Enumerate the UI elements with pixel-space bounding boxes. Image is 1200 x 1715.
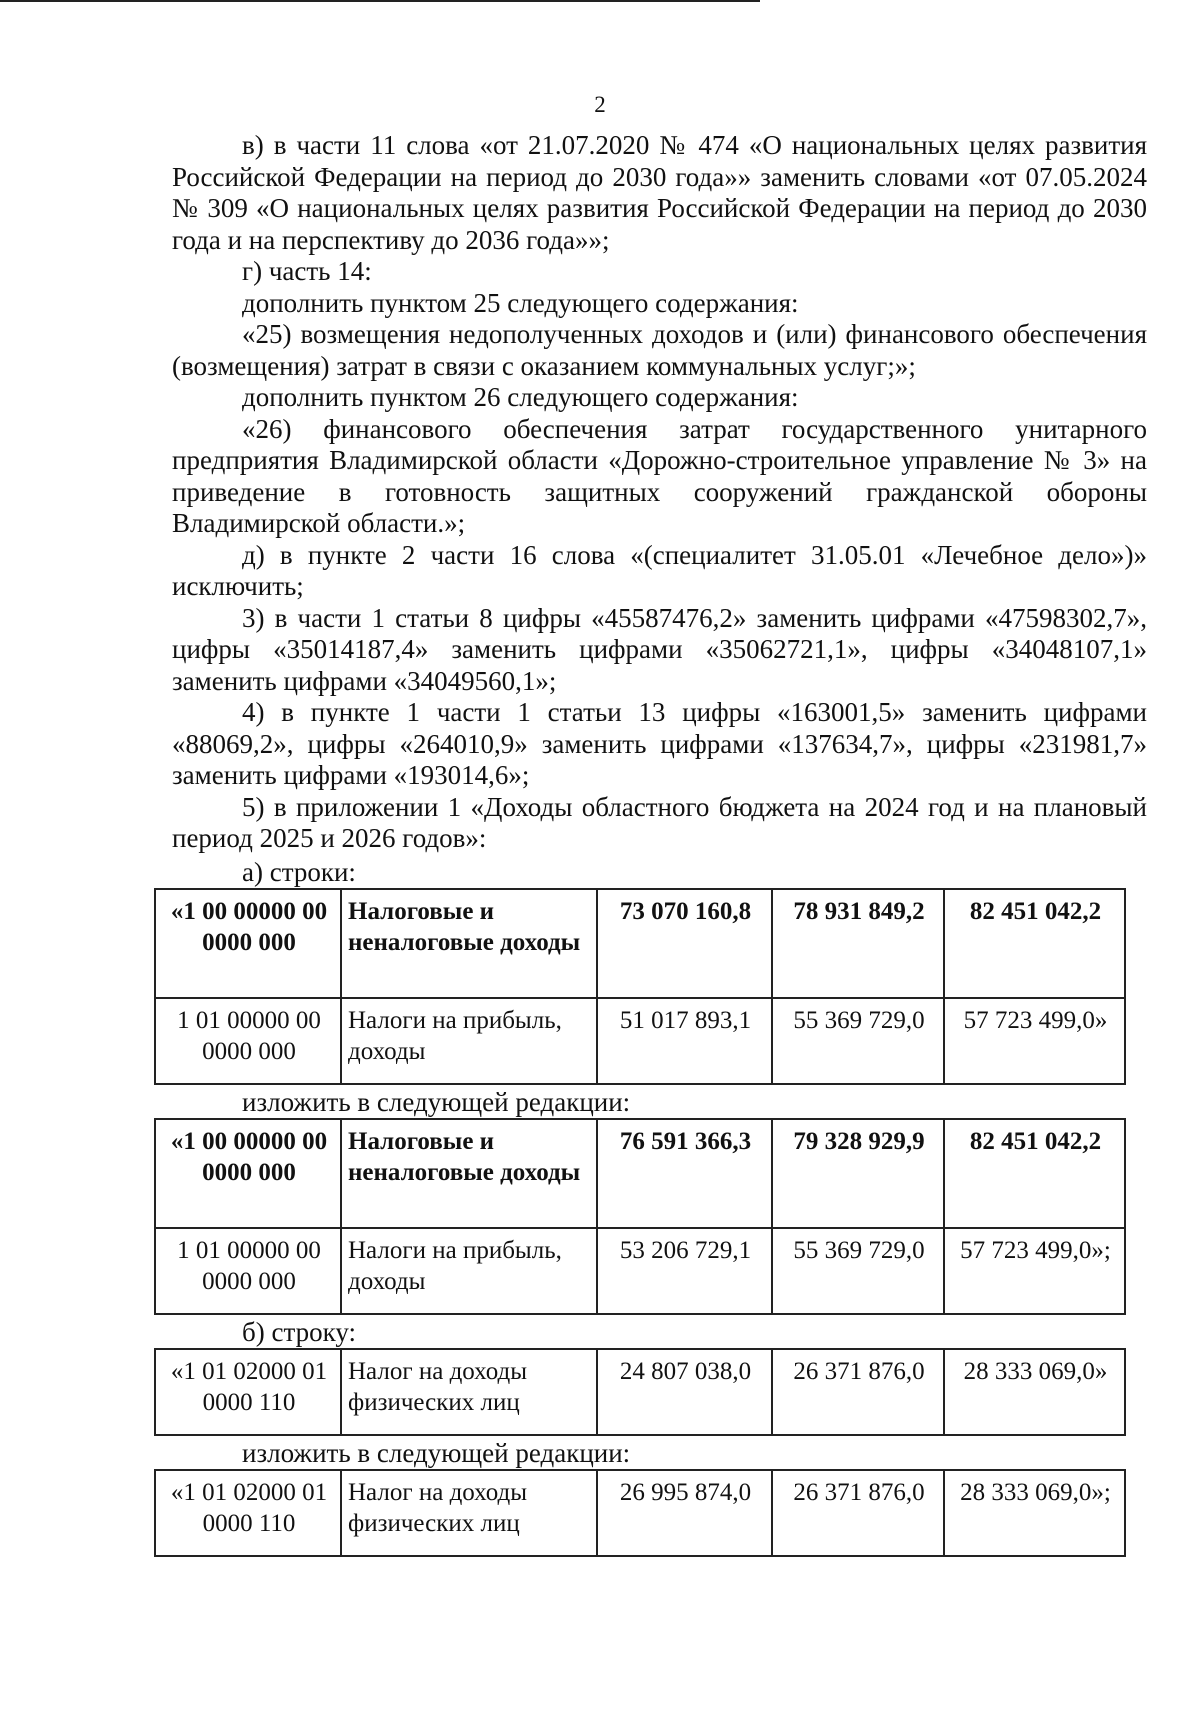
value-2024-cell: 24 807 038,0 [597, 1349, 772, 1435]
table-original-rows [154, 888, 1126, 1085]
income-code-cell: «1 01 02000 01 0000 110 [155, 1470, 341, 1556]
value-2025-cell: 55 369 729,0 [772, 998, 944, 1084]
value-2026-cell: 28 333 069,0»; [944, 1470, 1125, 1556]
income-name-cell: Налоговые и неналоговые доходы [341, 889, 597, 998]
label-a-rows: а) строки: [242, 856, 356, 887]
income-name-cell: Налог на доходы физических лиц [341, 1470, 597, 1556]
paragraph-25: «25) возмещения недополученных доходов и (или) финансового обеспечения (возмещения) затрат в связи с оказанием коммунальных услуг;»; [172, 319, 1147, 381]
value-2025-cell: 78 931 849,2 [772, 889, 944, 998]
value-2026-cell: 82 451 042,2 [944, 1119, 1125, 1228]
income-code-cell: 1 01 00000 00 0000 000 [155, 1228, 341, 1314]
paragraph-v: в) в части 11 слова «от 21.07.2020 № 474 «О национальных целях развития Российской Федерации на период до 2030 года»» заменить словами «от 07.05.2024 № 309 «О национальных целях развития Российской Федерации на период до 2030 года и на перспективу до 2036 года»»; [172, 130, 1147, 255]
table-row [155, 1349, 1125, 1435]
value-2024-cell: 26 995 874,0 [597, 1470, 772, 1556]
page-top-rule [0, 0, 760, 2]
table-row [155, 1228, 1125, 1314]
value-2025-cell: 79 328 929,9 [772, 1119, 944, 1228]
table-replacement-row-b [154, 1469, 1126, 1557]
value-2026-cell: 82 451 042,2 [944, 889, 1125, 998]
table-row [155, 998, 1125, 1084]
income-name-cell: Налоговые и неналоговые доходы [341, 1119, 597, 1228]
income-name-cell: Налоги на прибыль, доходы [341, 1228, 597, 1314]
value-2026-cell: 57 723 499,0» [944, 998, 1125, 1084]
income-name-cell: Налоги на прибыль, доходы [341, 998, 597, 1084]
paragraph-add-25: дополнить пунктом 25 следующего содержания: [242, 287, 799, 318]
income-code-cell: «1 00 00000 00 0000 000 [155, 1119, 341, 1228]
document-body [172, 130, 1147, 1557]
value-2024-cell: 76 591 366,3 [597, 1119, 772, 1228]
table-row [155, 889, 1125, 998]
paragraph-4: 4) в пункте 1 части 1 статьи 13 цифры «163001,5» заменить цифрами «88069,2», цифры «264010,9» заменить цифрами «137634,7», цифры «231981,7» заменить цифрами «193014,6»; [172, 697, 1147, 790]
value-2025-cell: 26 371 876,0 [772, 1470, 944, 1556]
paragraph-5: 5) в приложении 1 «Доходы областного бюджета на 2024 год и на плановый период 2025 и 2026 годов»: [172, 791, 1147, 853]
income-code-cell: «1 01 02000 01 0000 110 [155, 1349, 341, 1435]
value-2026-cell: 28 333 069,0» [944, 1349, 1125, 1435]
value-2025-cell: 55 369 729,0 [772, 1228, 944, 1314]
paragraph-d: д) в пункте 2 части 16 слова «(специалитет 31.05.01 «Лечебное дело»)» исключить; [172, 539, 1147, 601]
income-name-cell: Налог на доходы физических лиц [341, 1349, 597, 1435]
paragraph-g: г) часть 14: [242, 256, 372, 286]
paragraph-3: 3) в части 1 статьи 8 цифры «45587476,2» заменить цифрами «47598302,7», цифры «35014187,4» заменить цифрами «35062721,1», цифры «34048107,1» заменить цифрами «34049560,1»; [172, 602, 1147, 696]
value-2025-cell: 26 371 876,0 [772, 1349, 944, 1435]
page-number: 2 [594, 92, 606, 117]
income-code-cell: 1 01 00000 00 0000 000 [155, 998, 341, 1084]
table-row [155, 1119, 1125, 1228]
value-2024-cell: 73 070 160,8 [597, 889, 772, 998]
income-code-cell: «1 00 00000 00 0000 000 [155, 889, 341, 998]
value-2024-cell: 53 206 729,1 [597, 1228, 772, 1314]
paragraph-26: «26) финансового обеспечения затрат государственного унитарного предприятия Владимирской области «Дорожно-строительное управление № 3» на приведение в готовность защитных сооружений гражданской обороны Владимирской области.»; [172, 413, 1147, 538]
table-replacement-rows [154, 1118, 1126, 1315]
label-replace-1: изложить в следующей редакции: [242, 1086, 631, 1117]
table-row [155, 1470, 1125, 1556]
paragraph-add-26: дополнить пунктом 26 следующего содержания: [242, 382, 799, 412]
value-2024-cell: 51 017 893,1 [597, 998, 772, 1084]
label-replace-2: изложить в следующей редакции: [242, 1437, 631, 1468]
value-2026-cell: 57 723 499,0»; [944, 1228, 1125, 1314]
label-b-row: б) строку: [242, 1316, 356, 1347]
table-original-row-b [154, 1348, 1126, 1436]
